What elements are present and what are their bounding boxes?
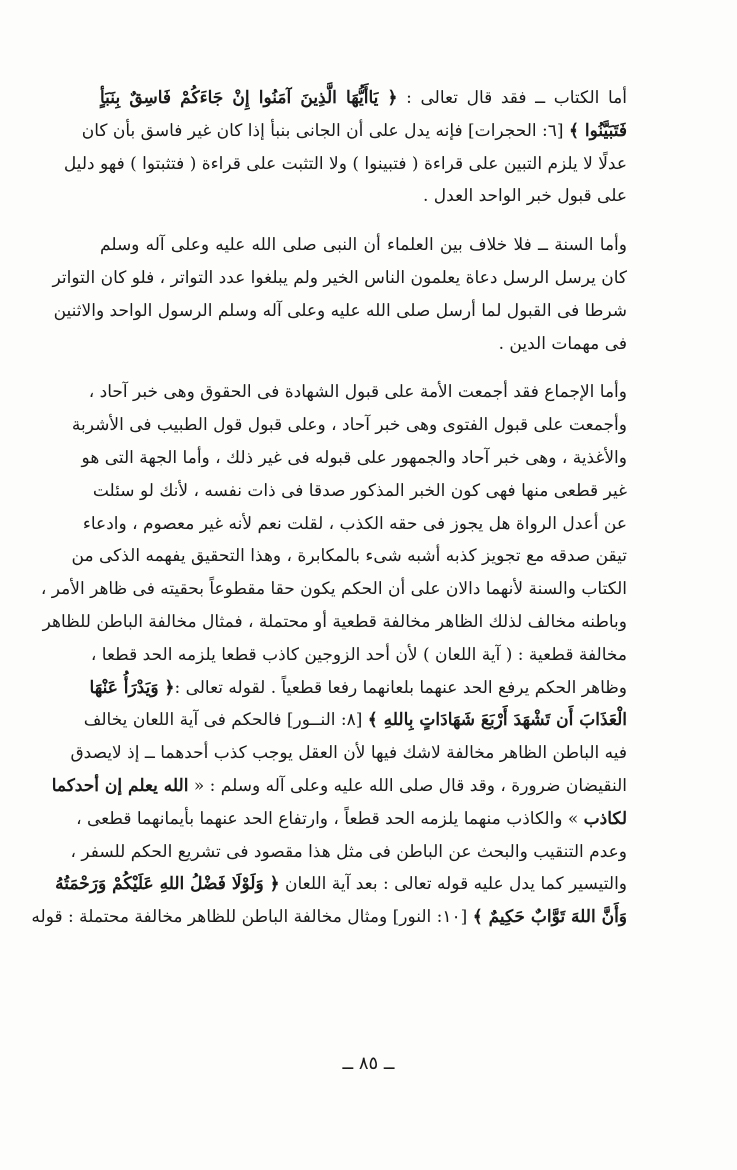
text-run: فى مهمات الدين . — [498, 333, 627, 354]
text-run: النقيضان ضرورة ، وقد قال صلى الله عليه وعلى آله وسلم : « — [188, 775, 627, 796]
body-text — [31, 82, 627, 934]
text-run: وظاهر الحكم يرفع الحد عنهما بلعانهما رفعا قطعياً . لقوله تعالى : — [174, 677, 627, 698]
text-run: والتيسير كما يدل عليه قوله تعالى : بعد آية اللعان — [279, 874, 627, 895]
paragraph — [31, 376, 627, 934]
text-line — [100, 82, 627, 115]
text-run: تيقن صدقه مع تجويز كذبه أشبه شىء بالمكابرة ، وهذا التحقيق يفهمه الذكى من — [71, 546, 627, 567]
text-line — [88, 376, 627, 409]
text-run: [٦: الحجرات] فإنه يدل على أن الجانى بنبأ إذا كان غير فاسق بأن كان — [81, 120, 569, 141]
text-run: غير قطعى منها فهى كون الخبر المذكور صدقا فى ذات نفسه ، لأنك لو سئلت — [92, 480, 627, 501]
quoted-verse: وَأَنَّ اللهَ تَوَّابٌ حَكِيمٌ ﴾ — [472, 907, 627, 928]
text-run: والأغذية ، وهى خبر آحاد والجمهور على قبوله فى غير ذلك ، وأما الجهة التى هو — [81, 447, 627, 468]
text-line — [52, 262, 627, 295]
text-run: أما الكتاب ــ فقد قال تعالى : — [397, 88, 627, 108]
text-line — [100, 180, 627, 213]
text-run: على قبول خبر الواحد العدل . — [423, 186, 627, 207]
quoted-verse: ﴿ وَلَوْلَا فَضْلُ اللهِ عَلَيْكُمْ وَرَحْمَتُهُ — [55, 874, 280, 895]
text-run: مخالفة قطعية : ( آية اللعان ) لأن أحد الزوجين كاذب قطعا يلزمه الحد قطعا ، — [90, 644, 627, 665]
text-line — [71, 540, 627, 573]
text-line — [82, 508, 627, 541]
text-line — [70, 737, 627, 770]
page-number: ــ ٨٥ ــ — [342, 1053, 395, 1074]
quoted-verse: الْعَذَابَ أَن تَشْهَدَ أَرْبَعَ شَهَادَاتٍ بِاللهِ ﴾ — [367, 710, 627, 731]
text-line — [92, 475, 627, 508]
paragraph — [52, 229, 627, 360]
text-run: وأما السنة ــ فلا خلاف بين العلماء أن النبى صلى الله عليه وعلى آله وسلم — [100, 235, 627, 256]
text-run: [١٠: النور] ومثال مخالفة الباطن للظاهر مخالفة محتملة : قوله — [31, 907, 473, 928]
text-line — [51, 770, 627, 803]
text-line — [100, 229, 627, 262]
text-run: » والكاذب منهما يلزمه الحد قطعاً ، وارتفاع الحد عنهما بأيمانهما قطعى ، — [76, 808, 584, 829]
text-line — [31, 901, 627, 934]
text-run: كان يرسل الرسل دعاة يعلمون الناس الخير ولم يبلغوا عدد التواتر ، فلو كان التواتر — [52, 267, 627, 288]
text-line — [55, 868, 627, 901]
text-run: وعدم التنقيب والبحث عن الباطن فى مثل هذا مقصود فى تشريع الحكم للسفر ، — [70, 841, 627, 862]
text-line — [89, 672, 627, 705]
text-line — [76, 803, 627, 836]
quoted-verse: فَتَبَيَّنُوا ﴾ — [568, 120, 627, 141]
text-line — [40, 573, 627, 606]
text-line — [81, 115, 627, 148]
text-run: وباطنه مخالف لذلك الظاهر مخالفة قطعية أو محتملة ، فمثال مخالفة الباطن للظاهر — [42, 611, 627, 632]
quoted-verse: ﴿ يَاأَيُّهَا الَّذِينَ آمَنُوا إِنْ جَاءَكُمْ فَاسِقٌ بِنَبَأٍ — [100, 88, 398, 108]
text-run: [٨: النــور] فالحكم فى آية اللعان يخالف — [83, 710, 368, 731]
paragraph — [63, 82, 627, 213]
text-run: عدلًا لا يلزم التبين على قراءة ( فتبينوا ) ولا التثبت على قراءة ( فتثبتوا ) فهو دليل — [63, 153, 627, 174]
quoted-verse: ﴿ وَيَدْرَأُ عَنْهَا — [89, 677, 175, 698]
text-line — [70, 836, 627, 869]
text-line — [81, 442, 627, 475]
text-line — [83, 704, 627, 737]
text-run: وأما الإجماع فقد أجمعت الأمة على قبول الشهادة فى الحقوق وهى خبر آحاد ، — [88, 382, 627, 403]
text-line — [100, 328, 627, 361]
text-line — [53, 295, 627, 328]
text-line — [42, 606, 627, 639]
text-run: عن أعدل الرواة هل يجوز فى حقه الكذب ، لقلت نعم لأنه غير معصوم ، وادعاء — [82, 513, 627, 534]
text-run: شرطا فى القبول لما أرسل صلى الله عليه وعلى آله وسلم الرسول الواحد والاثنين — [53, 300, 627, 321]
text-line — [71, 409, 627, 442]
quoted-verse: الله يعلم إن أحدكما — [51, 775, 189, 796]
text-run: الكتاب والسنة لأنهما دالان على أن الحكم يكون حقا مقطوعاً بحقيته فى ظاهر الأمر ، — [40, 579, 627, 600]
text-line — [63, 148, 627, 181]
text-run: وأجمعت على قبول الفتوى وهى خبر آحاد ، وعلى قبول قول الطبيب فى الأشربة — [71, 415, 627, 436]
quoted-verse: لكاذب — [583, 808, 627, 829]
text-run: فيه الباطن الظاهر مخالفة لاشك فيها لأن العقل يوجب كذب أحدهما ــ إذ لايصدق — [70, 743, 627, 764]
text-line — [90, 639, 627, 672]
